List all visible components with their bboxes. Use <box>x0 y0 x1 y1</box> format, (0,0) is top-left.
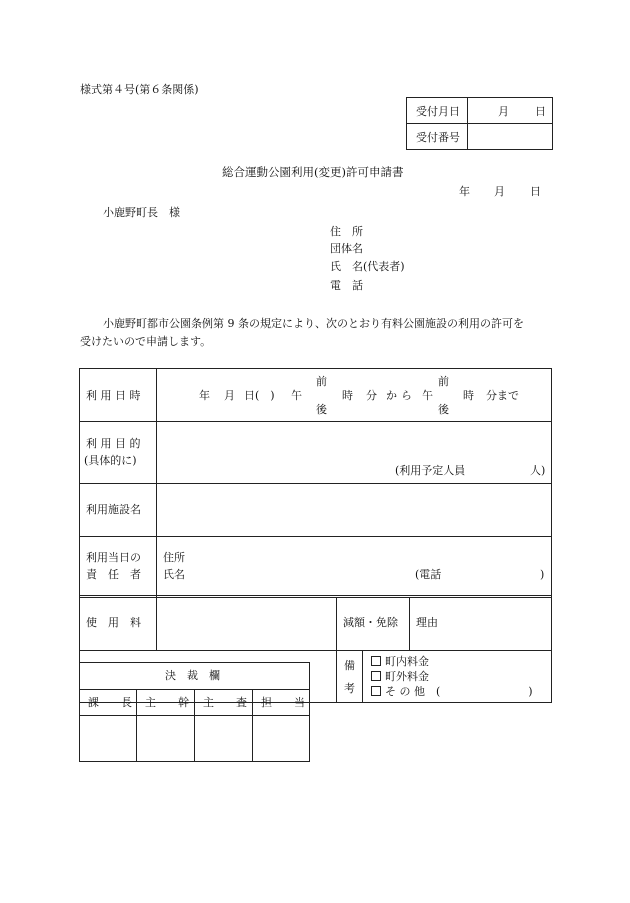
usage-minute-1: 分 <box>366 389 377 402</box>
body-text-line1: 小鹿野町都市公園条例第 9 条の規定により、次のとおり有料公園施設の利用の許可を <box>103 317 524 330</box>
usage-from: から <box>386 389 416 402</box>
responsible-phone-label: (電話 <box>415 568 442 581</box>
page-title: 総合運動公園利用(変更)許可申請書 <box>222 165 404 179</box>
date-month: 月 <box>494 185 505 198</box>
body-text-line2: 受けたいので申請します。 <box>80 335 212 348</box>
responsible-phone-close: ) <box>540 568 545 581</box>
reception-number-label: 受付番号 <box>416 131 460 144</box>
responsible-address-label: 住所 <box>163 551 185 564</box>
responsible-label: 利用当日の <box>86 551 141 564</box>
persons-unit: 人) <box>530 464 546 477</box>
usage-hour-1: 時 <box>342 389 353 402</box>
checkbox-icon[interactable] <box>371 656 381 666</box>
applicant-phone-label: 電 話 <box>330 279 363 292</box>
usage-ampm-1: 午 <box>291 389 302 402</box>
approval-title: 決 裁 欄 <box>165 669 220 682</box>
applicant-group-label: 団体名 <box>330 242 363 255</box>
usage-day: 日( ) <box>244 389 275 402</box>
responsible-sublabel: 責 任 者 <box>86 568 141 581</box>
usage-ampm-2: 午 <box>422 389 433 402</box>
purpose-label: 利 用 目 的 <box>86 437 141 450</box>
remarks-label-a: 備 <box>344 659 355 672</box>
responsible-name-label: 氏名 <box>163 568 185 581</box>
approval-col-staff: 担 当 <box>261 696 305 709</box>
reason-label: 理由 <box>416 616 438 629</box>
checkbox-icon[interactable] <box>371 671 381 681</box>
addressee: 小鹿野町長 様 <box>103 206 180 219</box>
usage-until: 分まで <box>486 389 519 402</box>
usage-pm-2: 後 <box>438 403 449 416</box>
applicant-address-label: 住 所 <box>330 225 363 238</box>
approval-col-section-chief: 課 長 <box>88 696 132 709</box>
facility-name-label: 利用施設名 <box>86 503 141 516</box>
remarks-option-outside[interactable]: 町外料金 <box>371 671 429 682</box>
checkbox-icon[interactable] <box>371 686 381 696</box>
form-number: 様式第４号(第６条関係) <box>80 83 199 96</box>
usage-hour-2: 時 <box>463 389 474 402</box>
usage-datetime-label: 利 用 日 時 <box>86 389 141 402</box>
reception-date-label: 受付月日 <box>416 105 460 118</box>
purpose-sublabel: (具体的に) <box>84 454 137 467</box>
usage-fee-label: 使 用 料 <box>86 616 141 629</box>
reception-day: 日 <box>535 105 546 118</box>
remarks-option-local[interactable]: 町内料金 <box>371 656 429 667</box>
usage-month: 月 <box>224 389 235 402</box>
approval-col-director: 主 幹 <box>145 696 189 709</box>
remarks-label-b: 考 <box>344 682 355 695</box>
approval-col-inspector: 主 査 <box>203 696 247 709</box>
reception-month: 月 <box>498 105 509 118</box>
expected-users-label: (利用予定人員 <box>395 464 466 477</box>
usage-year: 年 <box>199 389 210 402</box>
date-year: 年 <box>459 185 470 198</box>
applicant-name-label: 氏 名(代表者) <box>330 260 405 273</box>
remarks-option-other[interactable]: そ の 他 ( ) <box>371 686 533 697</box>
reduction-label: 減額・免除 <box>343 616 398 629</box>
usage-am-2: 前 <box>438 375 449 388</box>
usage-pm-1: 後 <box>316 403 327 416</box>
date-day: 日 <box>530 185 541 198</box>
usage-am-1: 前 <box>316 375 327 388</box>
